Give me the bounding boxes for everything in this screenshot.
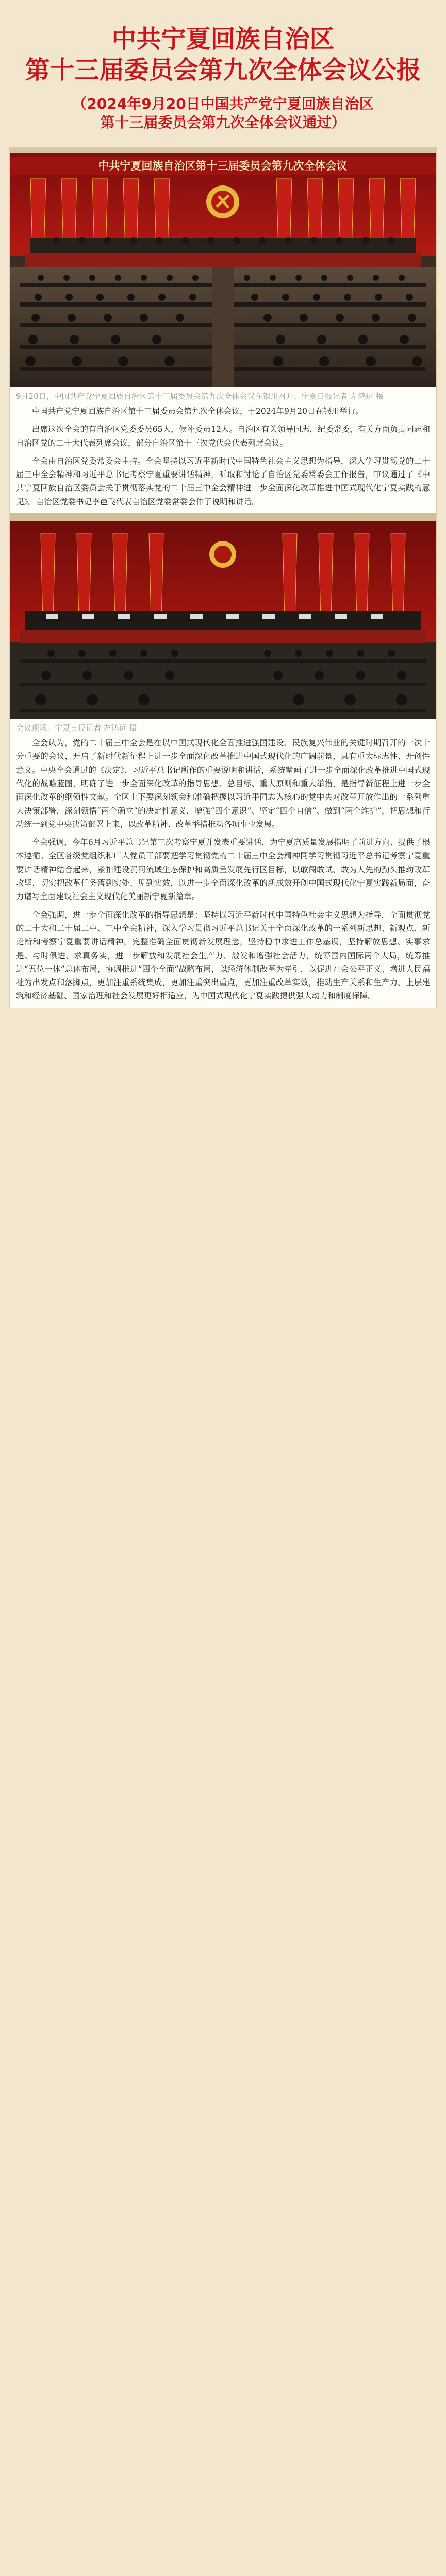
party-emblem-icon	[209, 541, 236, 568]
article-paragraph: 全会强调，进一步全面深化改革的指导思想是：坚持以习近平新时代中国特色社会主义思想为指导，全面贯彻党的二十大和二十届二中、三中全会精神，深入学习贯彻习近平总书记关于全面深化改革的一系列新思想、新观点、新论断和考察宁夏重要讲话精神，完整准确全面贯彻新发展理念，坚持稳中求进工作总基调，坚持解放思想、实事求是、与时俱进、求真务实，进一步解放和发展社会生产力、激发和增强社会活力，统筹国内国际两个大局，统筹推进“五位一体”总体布局，协调推进“四个全面”战略布局，以经济体制改革为牵引，以促进社会公平正义、增进人民福祉为出发点和落脚点，更加注重系统集成，更加注重突出重点，更加注重改革实效，推动生产关系和生产力、上层建筑和经济基础、国家治理和社会发展更好相适应，为中国式现代化宁夏实践提供强大动力和制度保障。	[16, 910, 430, 1001]
session-banner: 中共宁夏回族自治区第十三届委员会第九次全体会议	[98, 160, 348, 172]
party-emblem-icon	[206, 185, 239, 218]
article-paragraph: 全会由自治区党委常委会主持。全会坚持以习近平新时代中国特色社会主义思想为指导，深入学习贯彻党的二十届三中全会精神和习近平总书记考察宁夏重要讲话精神，听取和讨论了自治区党委常委会工作报告，审议通过了《中共宁夏回族自治区委员会关于贯彻落实党的二十届三中全会精神进一步全面深化改革推进中国式现代化宁夏实践的意见》。自治区党委书记李邑飞代表自治区党委常委会作了说明和讲话。	[16, 456, 430, 506]
photo-caption-1: 9月20日，中国共产党宁夏回族自治区第十三届委员会第九次全体会议在银川召开。宁夏日报记者 左鸿远 摄	[16, 392, 384, 401]
article-paragraph: 全会强调，今年6月习近平总书记第三次考察宁夏并发表重要讲话，为宁夏高质量发展指明了前进方向、提供了根本遵循。全区各级党组织和广大党员干部要把学习贯彻党的二十届三中全会精神同学习贯彻习近平总书记考察宁夏重要讲话精神结合起来，紧扣建设黄河流域生态保护和高质量发展先行区目标，以敢闯敢试、敢为人先的劲头推动改革攻坚，切实把改革任务落到实处、见到实效，以进一步全面深化改革的新成效开创中国式现代化宁夏实践新局面，奋力谱写全面建设社会主义现代化美丽新宁夏新篇章。	[16, 838, 430, 902]
photo-caption-2: 会议现场。宁夏日报记者 左鸿远 摄	[16, 723, 137, 733]
headline-line-1: 中共宁夏回族自治区	[111, 25, 335, 54]
headline-line-2: 第十三届委员会第九次全体会议公报	[25, 56, 421, 84]
article-paragraph: 中国共产党宁夏回族自治区第十三届委员会第九次全体会议，于2024年9月20日在银川举行。	[32, 406, 364, 416]
subtitle-line-1: （2024年9月20日中国共产党宁夏回族自治区	[72, 95, 374, 112]
plenary-session-photo	[10, 148, 436, 387]
article-body	[9, 147, 437, 1008]
meeting-venue-photo	[10, 513, 436, 719]
subtitle-line-2: 第十三届委员会第九次全体会议通过）	[100, 114, 346, 131]
article-paragraph: 全会认为，党的二十届三中全会是在以中国式现代化全面推进强国建设、民族复兴伟业的关键时期召开的一次十分重要的会议，开启了新时代新征程上进一步全面深化改革推进中国式现代化的广阔前景，具有重大标志性、开创性意义。中央全会通过的《决定》，习近平总书记所作的重要说明和讲话，系统擘画了进一步全面深化改革推进中国式现代化的战略蓝图，明确了进一步全面深化改革的指导思想、总目标、重大原则和重大举措，是指导新征程上进一步全面深化改革的纲领性文献。全区上下要深刻领会和准确把握以习近平同志为核心的党中央对改革开放作出的一系列重大决策部署，深刻领悟“两个确立”的决定性意义，增强“四个意识”、坚定“四个自信”、做到“两个维护”，把思想和行动统一到党中央决策部署上来，以改革精神、改革举措推动各项事业发展。	[16, 738, 430, 829]
article-paragraph: 出席这次全会的有自治区党委委员65人，候补委员12人。自治区有关领导同志，纪委常委，有关方面负责同志和自治区党的二十大代表列席会议，部分自治区第十三次党代会代表列席会议。	[16, 425, 430, 448]
